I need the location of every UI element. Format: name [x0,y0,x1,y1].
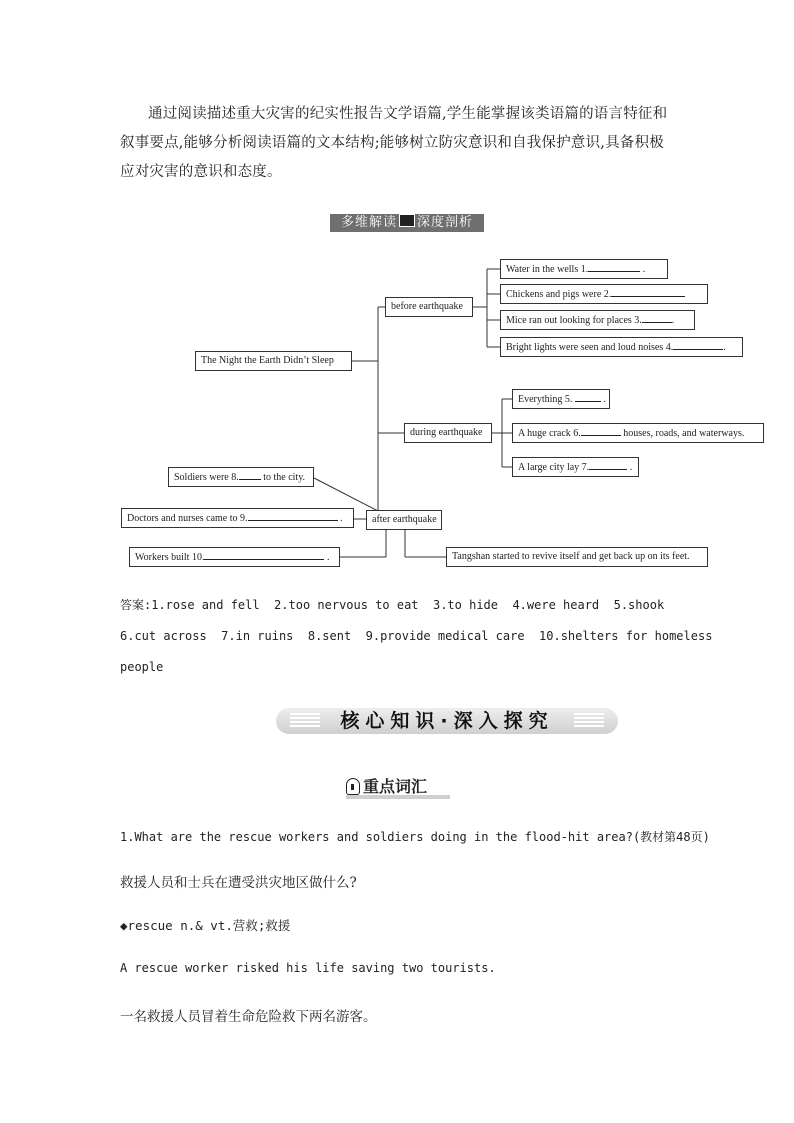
key-lock-icon [346,778,360,795]
node-before: before earthquake [385,297,473,317]
question-1: 1.What are the rescue workers and soldiers doing in the flood-hit area?(教材第48页) [120,830,710,844]
example-english: A rescue worker risked his life saving two tourists. [120,961,496,975]
vocab-header [346,775,450,799]
after-item-8: Soldiers were 8. to the city. [168,467,314,487]
answers-line-1: 答案:1.rose and fell 2.too nervous to eat 3.to hide 4.were heard 5.shook [120,598,665,612]
banner-right: 深度剖析 [417,215,474,230]
question-1-chinese: 救援人员和士兵在遭受洪灾地区做什么? [120,875,357,891]
vocab-title: 重点词汇 [363,777,428,796]
during-item-6: A huge crack 6. houses, roads, and waterways. [512,423,764,443]
node-after: after earthquake [366,510,442,530]
banner-left: 多维解读 [340,215,397,230]
answers-line-2: 6.cut across 7.in ruins 8.sent 9.provide medical care 10.shelters for homeless [120,629,713,643]
core-knowledge-title: 核心知识·深入探究 [340,710,554,732]
after-item-9: Doctors and nurses came to 9. . [121,508,354,528]
answers-line-3: people [120,660,164,674]
before-item-2: Chickens and pigs were 2. [500,284,708,304]
before-item-4: Bright lights were seen and loud noises 4. . [500,337,743,357]
node-during: during earthquake [404,423,492,443]
after-item-10: Workers built 10. . [129,547,340,567]
before-item-1: Water in the wells 1. . [500,259,668,279]
example-chinese: 一名救援人员冒着生命危险救下两名游客。 [120,1009,377,1025]
intro-paragraph: 通过阅读描述重大灾害的纪实性报告文学语篇,学生能掌握该类语篇的语言特征和叙事要点,能够分析阅读语篇的文本结构;能够树立防灾意识和自我保护意识,具备积极应对灾害的意识和态度。 [120,106,668,180]
vocab-entry-rescue: ◆rescue n.& vt.营救;救援 [120,918,291,933]
before-item-3: Mice ran out looking for places 3. . [500,310,695,330]
answers-block [120,590,713,683]
after-item-revive: Tangshan started to revive itself and get back up on its feet. [446,547,708,567]
core-knowledge-header [276,708,618,734]
during-item-7: A large city lay 7. . [512,457,639,477]
mindmap-root: The Night the Earth Didn’t Sleep [195,351,352,371]
during-item-5: Everything 5. . [512,389,610,409]
